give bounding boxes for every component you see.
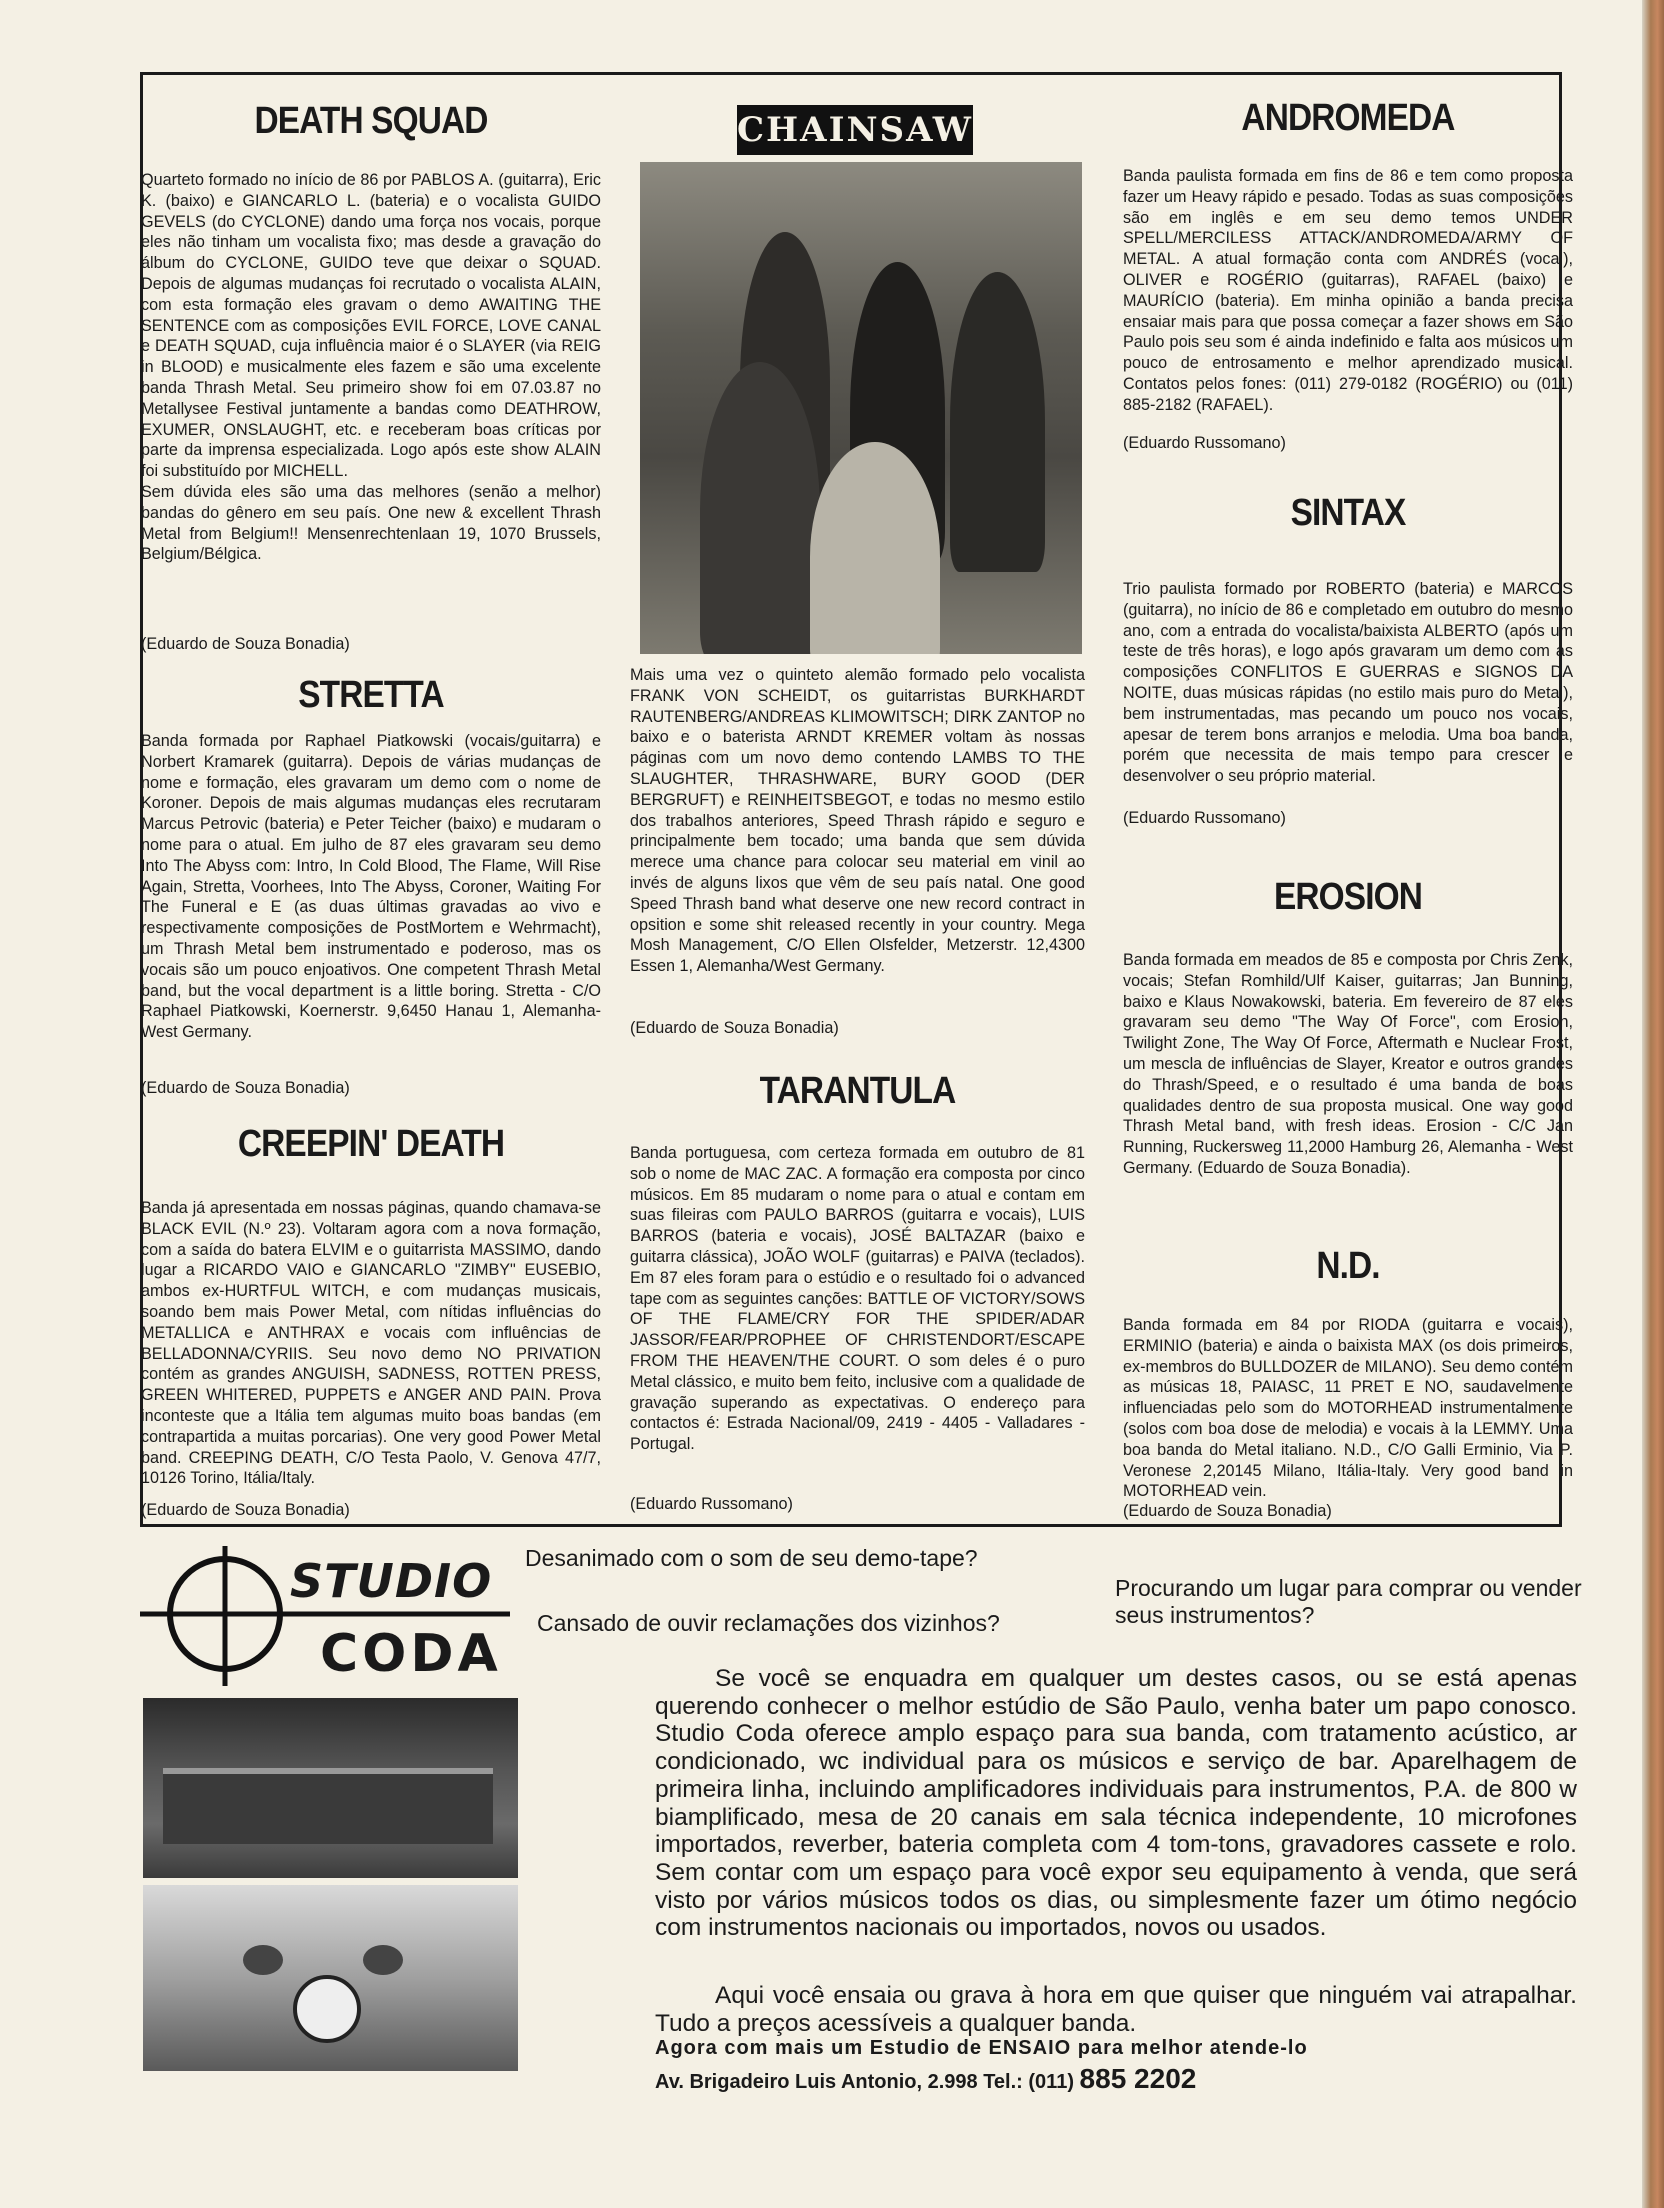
nd-title: N.D. xyxy=(1316,1245,1380,1287)
erosion-text: Banda formada em meados de 85 e composta por Chris Zenk, vocais; Stefan Romhild/Ulf Kaiser, guitarras; Jan Bunning, baixo e Klaus Nowakowski, bateria. Em fevereiro de 87 eles gravaram seu demo "The Way Of Force", com Erosion, Twilight Zone, The Way Of Force, Aftermath e Nuclear Frost, um mescla de influências de Slayer, Kreator e outros grandes do Thrash/Speed, e o resultado é uma banda de boas qualidades dentro de sua proposta musical. One way good Thrash Metal band, with fresh ideas. Erosion - C/C Jan Running, Ruckersweg 11,2000 Hamburg 26, Alemanha - West Germany. (Eduardo de Souza Bonadia). xyxy=(1123,951,1573,1177)
ad-body: Se você se enquadra em qualquer um destes casos, ou se está apenas querendo conhecer o melhor estúdio de São Paulo, venha bater um papo conosco. Studio Coda oferece amplo espaço para sua banda, com tratamento acústico, ar condicionado, wc individual para os músicos e serviço de bar. Aparelhagem de primeira linha, incluindo amplificadores individuais para instrumentos, P.A. de 800 w biamplificado, mesa de 20 canais em sala técnica independente, 10 microfones importados, reverber, bateria completa com 4 tom-tons, gravadores cassete e rolo. Sem contar com um espaço para você expor seu equipamento à venda, que será visto por vários músicos todos os dias, ou simplesmente fazer um ótimo negócio com instrumentos nacionais ou importados, novos ou usados. xyxy=(655,1665,1577,1942)
creepin-death-credit: (Eduardo de Souza Bonadia) xyxy=(141,1501,350,1519)
chainsaw-logo: CHAINSAW xyxy=(737,105,973,155)
erosion-title: EROSION xyxy=(1273,876,1423,918)
chainsaw-text: Mais uma vez o quinteto alemão formado pelo vocalista FRANK VON SCHEIDT, os guitarristas BURKHARDT RAUTENBERG/ANDREAS KLIMOWITSCH; DIRK ZANTOP no baixo e o baterista ARNDT KREMER voltam às nossas páginas com um novo demo contendo LAMBS TO THE SLAUGHTER, THRASHWARE, BURY GOOD (DER BERGRUFT) e REINHEITSBEGOT, e todas no mesmo estilo dos trabalhos anteriores, Speed Thrash rápido e seguro e principalmente bem tocado; uma banda que sem dúvida merece uma chance para colocar seu material em vinil ao invés de alguns lixos que vêm de seu país natal. One good Speed Thrash band what deserve one new record contract in opsition e some shit released recently in your country. Mega Mosh Management, C/O Ellen Olsfelder, Metzerstr. 12,4300 Essen 1, Alemanha/West Germany. xyxy=(630,666,1085,976)
coda-logo-text: CODA xyxy=(320,1624,502,1684)
tarantula-credit: (Eduardo Russomano) xyxy=(630,1495,793,1513)
sintax-text: Trio paulista formado por ROBERTO (bateria) e MARCOS (guitarra), no início de 86 e completado em outubro do mesmo ano, com a entrada do vocalista/baixista ALBERTO (após um teste de três horas), e logo após gravaram um demo com as composições CONFLITOS E GUERRAS e SIGNOS DA NOITE, duas músicas rápidas (no estilo mais puro do Metal), bem instrumentadas, mas pecando um pouco nos vocais, apesar de terem bons arranjos e melodia. Uma boa banda, porém que necessita de mais tempo para crescer e desenvolver o seu próprio material. xyxy=(1123,580,1573,786)
ad-new-studio-line: Agora com mais um Estudio de ENSAIO para melhor atende-lo xyxy=(655,2037,1308,2059)
nd-credit: (Eduardo de Souza Bonadia) xyxy=(1123,1502,1332,1520)
ad-address: Av. Brigadeiro Luis Antonio, 2.998 Tel.: (011) 885 2202 xyxy=(655,2063,1197,2094)
drum-kit-photo xyxy=(143,1885,518,2071)
creepin-death-title: CREEPIN' DEATH xyxy=(237,1123,505,1165)
andromeda-text: Banda paulista formada em fins de 86 e tem como proposta fazer um Heavy rápido e pesado. Todas as suas composições são em inglês e em seu demo temos UNDER SPELL/MERCILESS ATTACK/ANDROMEDA/ARMY OF METAL. A atual formação conta com ANDRÉS (vocal), OLIVER e ROGÉRIO (guitarras), RAFAEL (baixo) e MAURÍCIO (bateria). Em minha opinião a banda precisa ensaiar mais para que possa começar a fazer shows em São Paulo pois seu som é ainda indefinido e falta aos músicos um pouco de entrosamento e melhor aprendizado musical. Contatos pelos fones: (011) 279-0182 (ROGÉRIO) ou (011) 885-2182 (RAFAEL). xyxy=(1123,167,1573,414)
ad-body-2: Aqui você ensaia ou grava à hora em que quiser que ninguém vai atrapalhar. Tudo a preços acessíveis a qualquer banda. xyxy=(655,1982,1577,2037)
stretta-title: STRETTA xyxy=(298,674,444,716)
tarantula-text: Banda portuguesa, com certeza formada em outubro de 81 sob o nome de MAC ZAC. A formação era composta por cinco músicos. Em 85 mudaram o nome para o atual e contam em suas fileiras com PAULO BARROS (guitarra e vocais), LUIS BARROS (bateria e vocais), JOSÉ BALTAZAR (baixo e guitarra clássica), JOÃO WOLF (guitarras) e PAIVA (teclados). Em 87 eles foram para o estúdio e o resultado foi o advanced tape com as seguintes canções: BATTLE OF VICTORY/SOWS OF THE FLAME/CRY FOR THE SPIDER/ADAR JASSOR/FEAR/PROPHEE OF CHRISTENDORT/ESCAPE FROM THE HEAVEN/THE COURT. O som deles é o puro Metal clássico, e muito bem feito, inclusive com a qualidade de gravação superando as expectativas. O endereço para contactos é: Estrada Nacional/09, 2419 - 4405 - Valladares - Portugal. xyxy=(630,1144,1085,1454)
death-squad-credit: (Eduardo de Souza Bonadia) xyxy=(141,635,350,653)
chainsaw-credit: (Eduardo de Souza Bonadia) xyxy=(630,1019,839,1037)
andromeda-credit: (Eduardo Russomano) xyxy=(1123,434,1286,452)
ad-question-2: Cansado de ouvir reclamações dos vizinhos? xyxy=(537,1610,1000,1636)
ad-question-1: Desanimado com o som de seu demo-tape? xyxy=(525,1545,978,1571)
sintax-credit: (Eduardo Russomano) xyxy=(1123,809,1286,827)
tarantula-title: TARANTULA xyxy=(759,1070,956,1112)
death-squad-title: DEATH SQUAD xyxy=(254,100,488,142)
creepin-death-text: Banda já apresentada em nossas páginas, quando chamava-se BLACK EVIL (N.º 23). Voltaram agora com a nova formação, com a saída do batera ELVIM e o guitarrista MASSIMO, dando lugar a RICARDO VAIO e GIANCARLO "ZIMBY" EUSEBIO, ambos ex-HURTFUL WITCH, e com mudanças musicais, soando bem mais Power Metal, com nítidas influências do METALLICA e ANTHRAX e vocais com influências de BELLADONNA/CYRIIS. Seu novo demo NO PRIVATION contém as grandes ANGUISH, SADNESS, ROTTEN PRESS, GREEN WHITERED, PUPPETS e ANGER AND PAIN. Prova inconteste que a Itália tem algumas muito boas bandas (em contrapartida a muitas porcarias). One very good Power Metal band. CREEPING DEATH, C/O Testa Paolo, V. Genova 47/7, 10126 Torino, Itália/Italy. xyxy=(141,1199,601,1488)
death-squad-text: Quarteto formado no início de 86 por PABLOS A. (guitarra), Eric K. (baixo) e GIANCARLO L. (bateria) e o vocalista GUIDO GEVELS (do CYCLONE) dando uma força nos vocais, porque eles não tinham um vocalista fixo; mas desde a gravação do álbum do CYCLONE, GUIDO teve que deixar o SQUAD. Depois de algumas mudanças foi recrutado o vocalista ALAIN, com esta formação eles gravam o demo AWAITING THE SENTENCE com as composições EVIL FORCE, LOVE CANAL e DEATH SQUAD, cuja influência maior é o SLAYER (via REIG in BLOOD) e musicalmente eles fazem e são uma excelente banda Thrash Metal. Seu primeiro show foi em 07.03.87 no Metallysee Festival juntamente a bandas como DEATHROW, EXUMER, ONSLAUGHT, etc. e receberam boas críticas por parte da imprensa especializada. Logo após este show ALAIN foi substituído por MICHELL. Sem dúvida eles são uma das melhores (senão a melhor) bandas do gênero em seu país. One new & excellent Thrash Metal from Belgium!! Mensenrechtenlaan 19, 1070 Brussels, Belgium/Bélgica. xyxy=(141,171,601,564)
stretta-credit: (Eduardo de Souza Bonadia) xyxy=(141,1079,350,1097)
ad-phone: 885 2202 xyxy=(1079,2063,1197,2094)
studio-coda-logo xyxy=(140,1546,510,1686)
andromeda-title: ANDROMEDA xyxy=(1241,97,1455,139)
mixing-console-photo xyxy=(143,1698,518,1878)
nd-text: Banda formada em 84 por RIODA (guitarra e vocais), ERMINIO (bateria) e ainda o baixista MAX (os dois primeiros, ex-membros do BULLDOZER de MILANO). Seu demo contém as músicas 18, PAIASC, 11 PRET E NO, saudavelmente influenciadas pelo som do MOTORHEAD instrumentalmente (solos com boa dose de melodia) e vocais à la LEMMY. Uma boa banda do Metal italiano. N.D., C/O Galli Erminio, Via P. Veronese 2,20145 Milano, Itália-Italy. Very good band in MOTORHEAD vein. xyxy=(1123,1316,1573,1501)
chainsaw-band-photo xyxy=(640,162,1082,654)
ad-question-3: Procurando um lugar para comprar ou vender seus instrumentos? xyxy=(1115,1575,1582,1628)
sintax-title: SINTAX xyxy=(1290,492,1406,534)
stretta-text: Banda formada por Raphael Piatkowski (vocais/guitarra) e Norbert Kramarek (guitarra). Depois de várias mudanças de nome e formação, eles gravaram um demo com o nome de Koroner. Depois de mais algumas mudanças eles recrutaram Marcus Petrovic (bateria) e Peter Teicher (baixo) e mudaram o nome para o atual. Em julho de 87 eles gravaram seu demo Into The Abyss com: Intro, In Cold Blood, The Flame, Will Rise Again, Stretta, Voorhees, Into The Abyss, Coroner, Waiting For The Funeral e E (as duas últimas gravadas ao vivo e respectivamente composições de PostMortem e Wehrmacht), um Thrash Metal bem instrumentado e poderoso, mas os vocais são um pouco enjoativos. One competent Thrash Metal band, but the vocal department is a little boring. Stretta - C/O Raphael Piatkowski, Koernerstr. 9,6450 Hanau 1, Alemanha-West Germany. xyxy=(141,732,601,1042)
page-edge xyxy=(1642,0,1664,2208)
studio-logo-text: STUDIO xyxy=(290,1554,493,1608)
